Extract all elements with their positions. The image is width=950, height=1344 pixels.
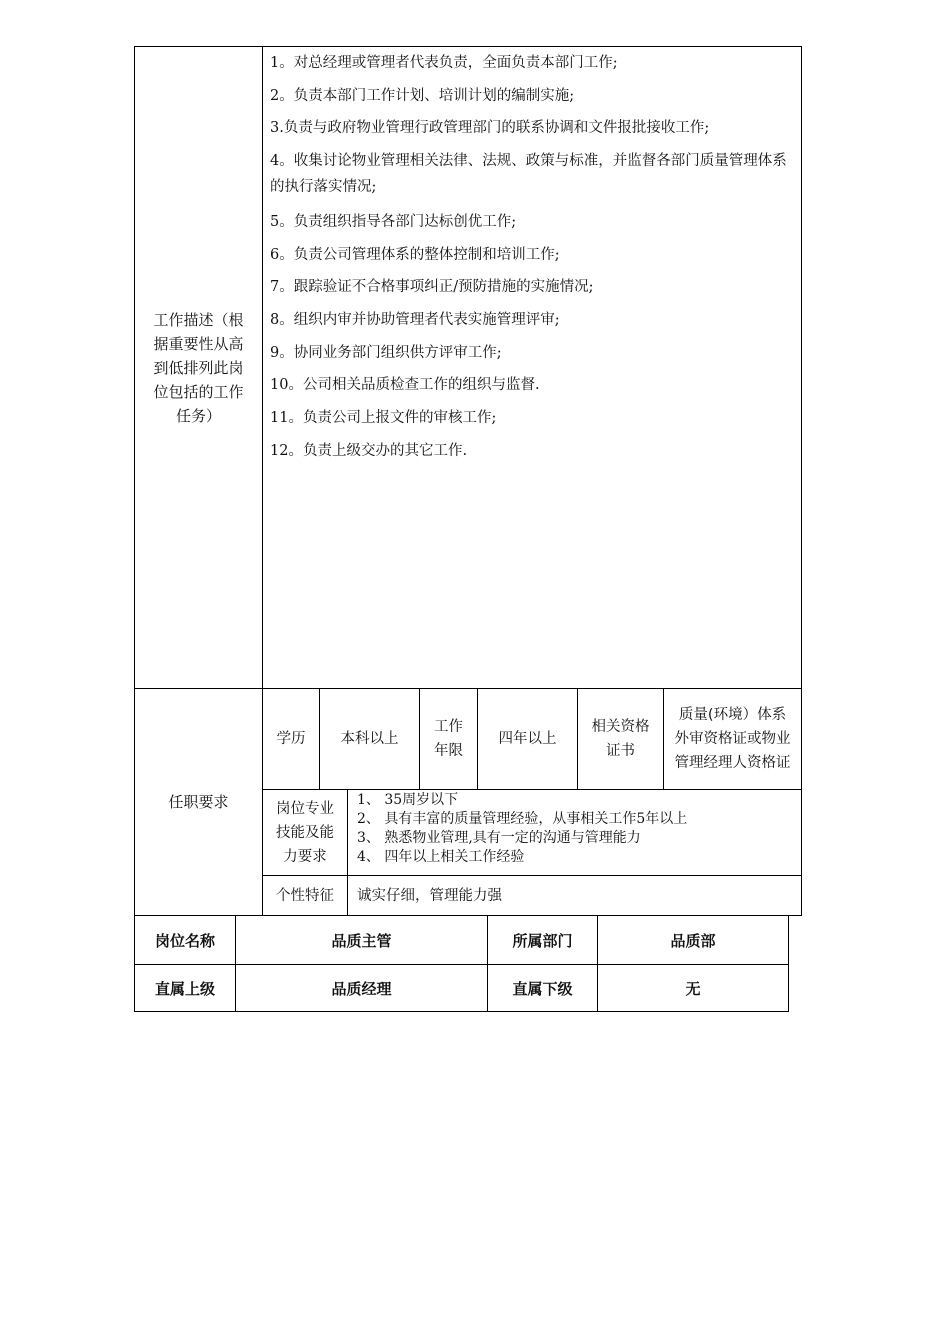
- superior-value: 品质经理: [331, 979, 392, 998]
- education-label: 学历: [276, 731, 306, 747]
- position-name-label-cell: [134, 915, 236, 965]
- personality-label-cell: [262, 875, 348, 916]
- duty-item: 7。跟踪验证不合格事项纠正/预防措施的实施情况;: [270, 279, 594, 295]
- education-value-cell: [319, 688, 420, 790]
- requirements-label-cell: [134, 688, 263, 916]
- skills-value-cell: [347, 789, 802, 876]
- skill-item: 3、 熟悉物业管理,具有一定的沟通与管理能力: [357, 830, 641, 846]
- duty-item: 10。公司相关品质检查工作的组织与监督.: [270, 377, 540, 393]
- dept-value: 品质部: [670, 931, 716, 950]
- cert-value-cell: [663, 688, 802, 790]
- duty-item: 9。协同业务部门组织供方评审工作;: [270, 345, 502, 361]
- cert-label-cell: [577, 688, 664, 790]
- cert-label: 相关资格证书: [591, 719, 650, 759]
- duty-item: 2。负责本部门工作计划、培训计划的编制实施;: [270, 88, 575, 104]
- superior-label-cell: [134, 964, 236, 1012]
- duty-item: 5。负责组织指导各部门达标创优工作;: [270, 214, 517, 230]
- subordinate-value-cell: [597, 964, 789, 1012]
- subordinate-label: 直属下级: [512, 979, 573, 998]
- duties-label-cell: [134, 46, 263, 689]
- duty-item: 4。收集讨论物业管理相关法律、法规、政策与标准，并监督各部门质量管理体系的执行落实情况;: [270, 153, 787, 195]
- superior-value-cell: [235, 964, 488, 1012]
- years-value-cell: [477, 688, 578, 790]
- dept-label: 所属部门: [512, 931, 573, 950]
- skill-item: 1、 35周岁以下: [357, 792, 459, 808]
- education-value: 本科以上: [340, 731, 399, 747]
- duty-item: 8。组织内审并协助管理者代表实施管理评审;: [270, 312, 560, 328]
- subordinate-value: 无: [685, 979, 701, 998]
- personality-value-cell: [347, 875, 802, 916]
- skills-label: 岗位专业技能及能力要求: [276, 800, 334, 865]
- duty-item: 11。负责公司上报文件的审核工作;: [270, 410, 497, 426]
- education-label-cell: [262, 688, 320, 790]
- years-label-cell: [419, 688, 478, 790]
- skills-label-cell: [262, 789, 348, 876]
- personality-label: 个性特征: [276, 887, 334, 904]
- duties-label: 工作描述（根据重要性从高到低排列此岗位包括的工作任务）: [153, 310, 244, 425]
- years-value: 四年以上: [498, 731, 557, 747]
- subordinate-label-cell: [487, 964, 598, 1012]
- dept-value-cell: [597, 915, 789, 965]
- superior-label: 直属上级: [154, 979, 215, 998]
- skill-item: 4、 四年以上相关工作经验: [357, 849, 525, 865]
- duty-item: 6。负责公司管理体系的整体控制和培训工作;: [270, 247, 560, 263]
- position-name-value: 品质主管: [331, 931, 392, 950]
- duty-item: 12。负责上级交办的其它工作.: [270, 443, 468, 459]
- cert-value: 质量(环境）体系外审资格证或物业管理经理人资格证: [674, 707, 791, 771]
- skill-item: 2、 具有丰富的质量管理经验，从事相关工作5年以上: [357, 811, 688, 827]
- requirements-label: 任职要求: [168, 793, 229, 811]
- position-name-value-cell: [235, 915, 488, 965]
- duty-item: 1。对总经理或管理者代表负责，全面负责本部门工作;: [270, 55, 618, 71]
- personality-value: 诚实仔细，管理能力强: [357, 887, 502, 904]
- duties-content-cell: [262, 46, 802, 689]
- years-label: 工作年限: [434, 719, 463, 759]
- dept-label-cell: [487, 915, 598, 965]
- duty-item: 3.负责与政府物业管理行政管理部门的联系协调和文件报批接收工作;: [270, 120, 710, 136]
- position-name-label: 岗位名称: [154, 931, 215, 950]
